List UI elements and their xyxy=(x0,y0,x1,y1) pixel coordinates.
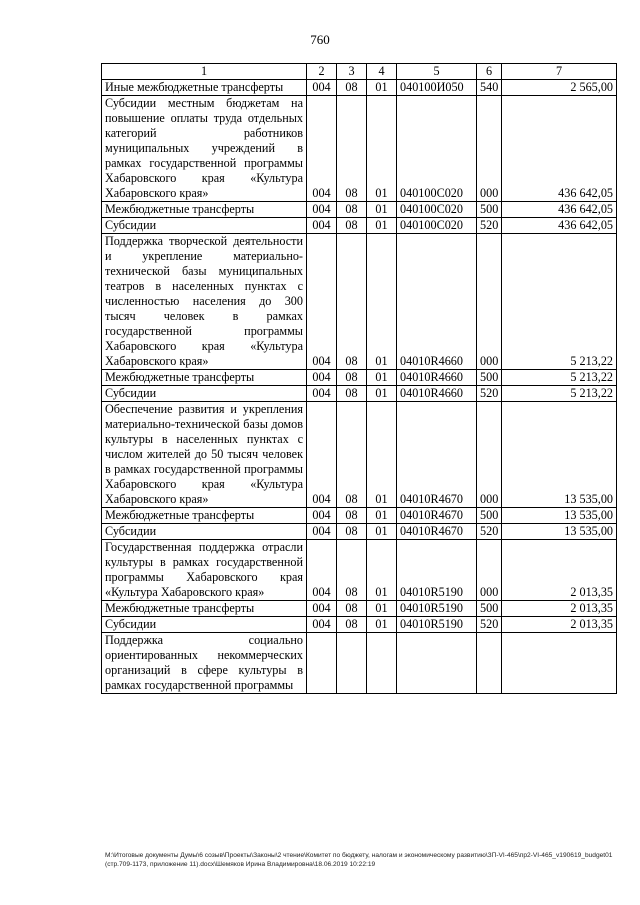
file-path-footer: M:\Итоговые документы Думы\6 созыв\Проекты\Законы\2 чтение\Комитет по бюджету, налогам и экономическому развитию\ЗП-VI-465\пр2-VI-465_v190619_budget01 (стр.709-1173, приложение 11).docx\Шемяков Ирина Владимировна\18.06.2019 10:22:19 xyxy=(105,852,613,868)
expense-type-code: 520 xyxy=(477,386,502,402)
expense-type-code: 500 xyxy=(477,370,502,386)
section-code xyxy=(337,633,367,694)
table-body xyxy=(102,80,617,694)
table-row xyxy=(102,96,617,202)
amount: 436 642,05 xyxy=(502,218,617,234)
amount: 13 535,00 xyxy=(502,524,617,540)
section-code: 08 xyxy=(337,218,367,234)
table-row xyxy=(102,402,617,508)
ministry-code: 004 xyxy=(307,202,337,218)
amount xyxy=(502,633,617,694)
amount: 5 213,22 xyxy=(502,370,617,386)
row-name: Межбюджетные трансферты xyxy=(102,601,307,617)
expense-type-code: 520 xyxy=(477,218,502,234)
target-article-code: 04010R4660 xyxy=(397,370,477,386)
target-article-code: 04010R4670 xyxy=(397,508,477,524)
section-code: 08 xyxy=(337,96,367,202)
target-article-code: 04010R4670 xyxy=(397,524,477,540)
subsection-code: 01 xyxy=(367,202,397,218)
row-name: Межбюджетные трансферты xyxy=(102,508,307,524)
table-row xyxy=(102,617,617,633)
target-article-code: 04010R4670 xyxy=(397,402,477,508)
amount: 2 013,35 xyxy=(502,617,617,633)
row-name: Субсидии xyxy=(102,524,307,540)
column-header: 6 xyxy=(477,64,502,80)
subsection-code: 01 xyxy=(367,508,397,524)
ministry-code: 004 xyxy=(307,524,337,540)
row-name: Межбюджетные трансферты xyxy=(102,370,307,386)
section-code: 08 xyxy=(337,540,367,601)
subsection-code: 01 xyxy=(367,370,397,386)
expense-type-code: 500 xyxy=(477,508,502,524)
amount: 436 642,05 xyxy=(502,96,617,202)
row-name: Государственная поддержка отрасли культуры в рамках государственной программы Хабаровского края «Культура Хабаровского края» xyxy=(102,540,307,601)
row-name: Межбюджетные трансферты xyxy=(102,202,307,218)
ministry-code: 004 xyxy=(307,601,337,617)
subsection-code xyxy=(367,633,397,694)
row-name: Поддержка творческой деятельности и укрепление материально-технической базы муниципальных театров в населенных пунктах с численностью населения до 300 тысяч человек в рамках государственной программы Хабаровского края «Культура Хабаровского края» xyxy=(102,234,307,370)
page-number: 760 xyxy=(310,32,330,47)
target-article-code: 04010R5190 xyxy=(397,601,477,617)
amount: 2 013,35 xyxy=(502,540,617,601)
ministry-code: 004 xyxy=(307,96,337,202)
target-article-code: 040100С020 xyxy=(397,202,477,218)
table-row xyxy=(102,80,617,96)
subsection-code: 01 xyxy=(367,234,397,370)
expense-type-code: 540 xyxy=(477,80,502,96)
ministry-code: 004 xyxy=(307,402,337,508)
row-name: Иные межбюджетные трансферты xyxy=(102,80,307,96)
amount: 2 565,00 xyxy=(502,80,617,96)
budget-table xyxy=(101,63,617,694)
section-code: 08 xyxy=(337,601,367,617)
ministry-code: 004 xyxy=(307,617,337,633)
ministry-code: 004 xyxy=(307,370,337,386)
table-row xyxy=(102,370,617,386)
section-code: 08 xyxy=(337,386,367,402)
ministry-code: 004 xyxy=(307,540,337,601)
subsection-code: 01 xyxy=(367,80,397,96)
subsection-code: 01 xyxy=(367,218,397,234)
section-code: 08 xyxy=(337,508,367,524)
target-article-code: 040100И050 xyxy=(397,80,477,96)
ministry-code xyxy=(307,633,337,694)
amount: 436 642,05 xyxy=(502,202,617,218)
column-header: 2 xyxy=(307,64,337,80)
column-header: 1 xyxy=(102,64,307,80)
row-name: Поддержка социально ориентированных некоммерческих организаций в сфере культуры в рамках государственной программы xyxy=(102,633,307,694)
subsection-code: 01 xyxy=(367,386,397,402)
header-row xyxy=(102,64,617,80)
expense-type-code: 520 xyxy=(477,617,502,633)
section-code: 08 xyxy=(337,370,367,386)
table-row xyxy=(102,540,617,601)
target-article-code xyxy=(397,633,477,694)
target-article-code: 040100С020 xyxy=(397,96,477,202)
subsection-code: 01 xyxy=(367,617,397,633)
ministry-code: 004 xyxy=(307,386,337,402)
subsection-code: 01 xyxy=(367,601,397,617)
column-header: 4 xyxy=(367,64,397,80)
ministry-code: 004 xyxy=(307,80,337,96)
ministry-code: 004 xyxy=(307,508,337,524)
row-name: Субсидии xyxy=(102,386,307,402)
section-code: 08 xyxy=(337,202,367,218)
row-name: Субсидии xyxy=(102,617,307,633)
table-row xyxy=(102,218,617,234)
target-article-code: 04010R4660 xyxy=(397,386,477,402)
expense-type-code: 000 xyxy=(477,234,502,370)
column-header: 3 xyxy=(337,64,367,80)
amount: 5 213,22 xyxy=(502,386,617,402)
table-row xyxy=(102,202,617,218)
expense-type-code: 500 xyxy=(477,202,502,218)
expense-type-code: 000 xyxy=(477,402,502,508)
subsection-code: 01 xyxy=(367,540,397,601)
row-name: Обеспечение развития и укрепления материально-технической базы домов культуры в населенных пунктах с числом жителей до 50 тысяч человек в рамках государственной программы Хабаровского края «Культура Хабаровского края» xyxy=(102,402,307,508)
row-name: Субсидии местным бюджетам на повышение оплаты труда отдельных категорий работников муниципальных учреждений в рамках государственной программы Хабаровского края «Культура Хабаровского края» xyxy=(102,96,307,202)
target-article-code: 040100С020 xyxy=(397,218,477,234)
section-code: 08 xyxy=(337,524,367,540)
target-article-code: 04010R5190 xyxy=(397,617,477,633)
table-row xyxy=(102,633,617,694)
table-row xyxy=(102,508,617,524)
table-row xyxy=(102,601,617,617)
section-code: 08 xyxy=(337,402,367,508)
ministry-code: 004 xyxy=(307,218,337,234)
subsection-code: 01 xyxy=(367,402,397,508)
subsection-code: 01 xyxy=(367,524,397,540)
expense-type-code: 000 xyxy=(477,540,502,601)
expense-type-code: 500 xyxy=(477,601,502,617)
ministry-code: 004 xyxy=(307,234,337,370)
amount: 13 535,00 xyxy=(502,402,617,508)
amount: 5 213,22 xyxy=(502,234,617,370)
table-row xyxy=(102,386,617,402)
expense-type-code: 520 xyxy=(477,524,502,540)
target-article-code: 04010R4660 xyxy=(397,234,477,370)
table-row xyxy=(102,234,617,370)
section-code: 08 xyxy=(337,80,367,96)
row-name: Субсидии xyxy=(102,218,307,234)
expense-type-code xyxy=(477,633,502,694)
amount: 13 535,00 xyxy=(502,508,617,524)
section-code: 08 xyxy=(337,234,367,370)
expense-type-code: 000 xyxy=(477,96,502,202)
target-article-code: 04010R5190 xyxy=(397,540,477,601)
amount: 2 013,35 xyxy=(502,601,617,617)
table-row xyxy=(102,524,617,540)
subsection-code: 01 xyxy=(367,96,397,202)
column-header: 7 xyxy=(502,64,617,80)
column-header: 5 xyxy=(397,64,477,80)
section-code: 08 xyxy=(337,617,367,633)
